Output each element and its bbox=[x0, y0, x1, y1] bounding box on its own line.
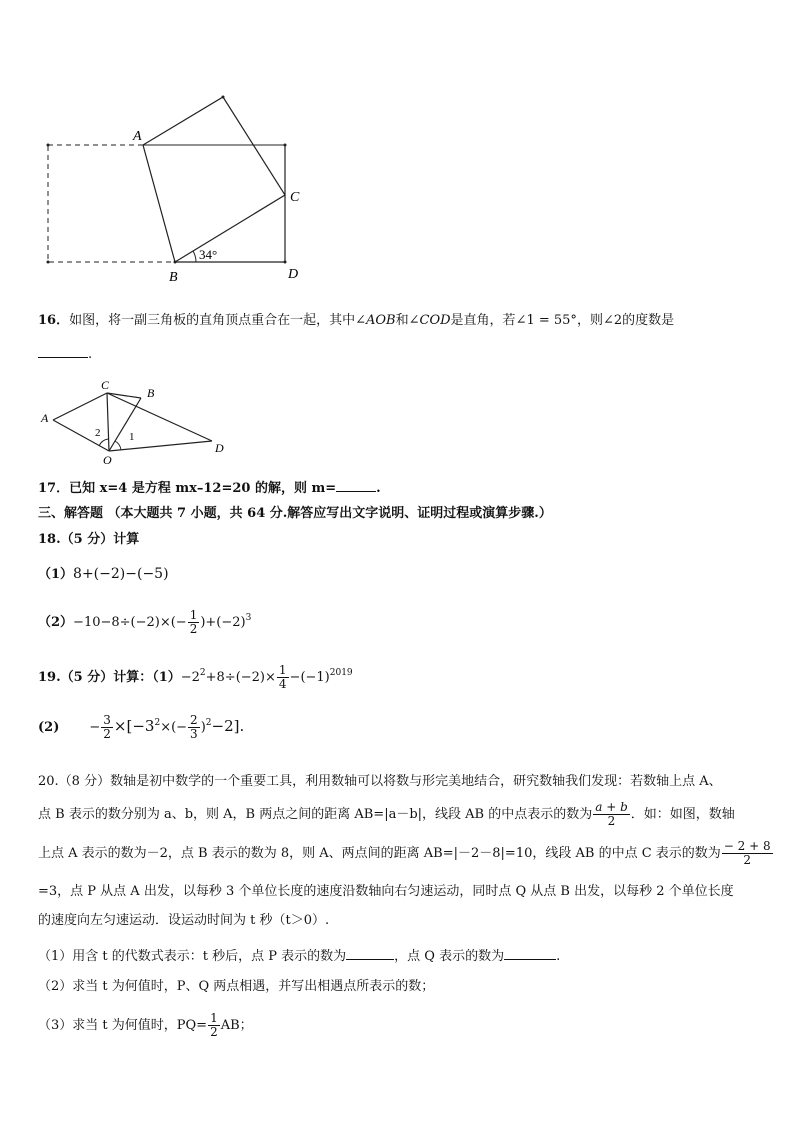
answer-blank-p[interactable] bbox=[346, 946, 394, 960]
q18-part2: （2）−10−8÷(−2)×(− $\frac{1}{2}$ )$+(-2)^3$ bbox=[38, 608, 252, 636]
fraction-one-quarter: $\frac{1}{4}$ bbox=[278, 663, 287, 691]
label-angle-1: 1 bbox=[129, 431, 135, 443]
q20-sub1: （1）用含 t 的代数式表示：t 秒后，点 P 表示的数为 ，点 Q 表示的数为 . bbox=[38, 946, 560, 966]
fraction-three-halves: $\frac{3}{2}$ bbox=[103, 713, 111, 741]
fraction-midpoint-example: $\frac{- 2 + 8}{2}$ bbox=[723, 839, 771, 867]
section-3-heading: 三、解答题 （本大题共 7 小题，共 64 分.解答应写出文字说明、证明过程或演算步骤.） bbox=[38, 506, 552, 521]
angle-arc-34 bbox=[193, 251, 196, 262]
q18-title: 18.（5 分）计算 bbox=[38, 532, 140, 547]
label-a: A bbox=[41, 411, 49, 425]
fraction-one-half: $\frac{1}{2}$ bbox=[189, 608, 198, 636]
answer-blank-17[interactable] bbox=[336, 478, 376, 492]
q20-line2: 点 B 表示的数分别为 a、b，则 A，B 两点之间的距离 AB=|a－b|，线段 AB 的中点表示的数为 $\frac{a + b}{2}$ ．如：如图，数轴 bbox=[38, 800, 735, 828]
label-b: B bbox=[147, 386, 155, 400]
fraction-midpoint-formula: $\frac{a + b}{2}$ bbox=[595, 800, 628, 828]
q16-line: 16．如图，将一副三角板的直角顶点重合在一起，其中∠AOB和∠COD是直角，若∠1 = 55°，则∠2的度数是 bbox=[38, 313, 675, 328]
answer-blank-q[interactable] bbox=[504, 946, 556, 960]
label-d: D bbox=[288, 267, 299, 282]
label-c: C bbox=[290, 190, 300, 205]
q20-line4: =3，点 P 从点 A 出发，以每秒 3 个单位长度的速度沿数轴向右匀速运动，同时点 Q 从点 B 出发，以每秒 2 个单位长度 bbox=[38, 884, 734, 899]
q20-line5: 的速度向左匀速运动．设运动时间为 t 秒（t＞0）. bbox=[38, 913, 330, 928]
label-angle-34: 34° bbox=[199, 247, 218, 262]
label-c: C bbox=[101, 378, 110, 392]
label-d: D bbox=[215, 441, 224, 455]
q20-sub3: （3）求当 t 为何值时，PQ= $\frac{1}{2}$ AB； bbox=[38, 1011, 253, 1039]
q20-line3: 上点 A 表示的数为－2，点 B 表示的数为 8，则 A、两点间的距离 AB=|－2－8|=10，线段 AB 的中点 C 表示的数为 $\frac{- 2 + 8}{2}$ bbox=[38, 839, 771, 867]
figure-rectangle-square bbox=[0, 0, 794, 300]
q18-part1: （1）8+(−2)−(−5) bbox=[38, 566, 169, 582]
label-angle-2: 2 bbox=[95, 427, 101, 439]
label-o: O bbox=[103, 453, 112, 467]
fraction-one-half-pq: $\frac{1}{2}$ bbox=[210, 1011, 218, 1039]
q20-line1: 20.（8 分）数轴是初中数学的一个重要工具，利用数轴可以将数与形完美地结合，研究数轴我们发现：若数轴上点 A、 bbox=[38, 774, 722, 789]
q16-answer-line: . bbox=[38, 344, 92, 364]
figure-triangle-boards bbox=[0, 370, 300, 470]
dashed-rectangle bbox=[48, 145, 285, 262]
q16-number: 16． bbox=[38, 313, 70, 328]
label-a: A bbox=[133, 129, 142, 144]
fraction-two-thirds: $\frac{2}{3}$ bbox=[190, 713, 198, 741]
q19-part1: 19.（5 分）计算：$(1)-2^2+8\div(-2)\times$ $\frac{1}{4}$ $-(-1)^{2019}$ bbox=[38, 663, 353, 691]
answer-blank-16[interactable] bbox=[38, 344, 88, 358]
q17-line: 17．已知 x=4 是方程 mx–12=20 的解，则 m= . bbox=[38, 478, 381, 498]
square-abc bbox=[143, 97, 285, 262]
q20-sub2: （2）求当 t 为何值时，P、Q 两点相遇，并写出相遇点所表示的数； bbox=[38, 979, 435, 994]
q19-part2: (2) − $\frac{3}{2}$ $\times[-3^2\times(-$ $\frac{2}{3}$ )$^2$−2]. bbox=[38, 713, 245, 741]
label-b: B bbox=[169, 270, 178, 285]
